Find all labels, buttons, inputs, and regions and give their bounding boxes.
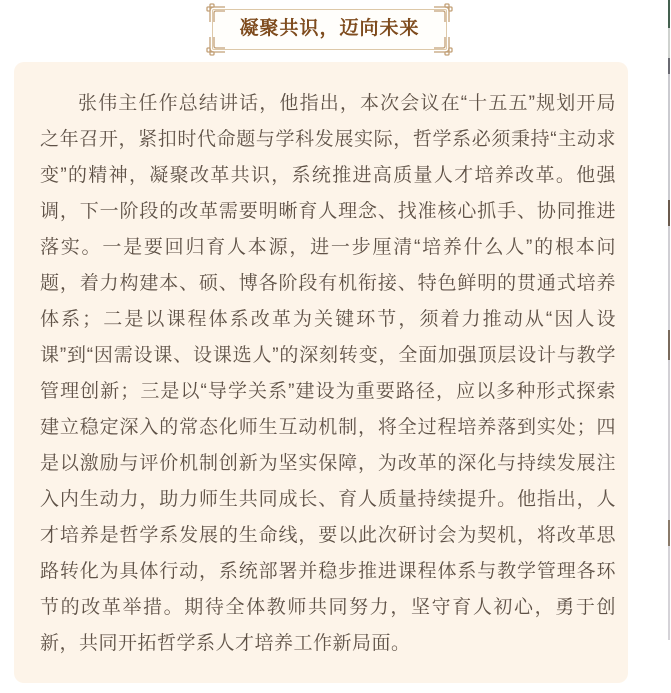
speech-paragraph: 张伟主任作总结讲话，他指出，本次会议在“十五五”规划开局之年召开，紧扣时代命题与学科发展实际，哲学系必须秉持“主动求变”的精神，凝聚改革共识，系统推进高质量人才培养改革。他强调，下一阶段的改革需要明晰育人理念、找准核心抓手、协同推进落实。一是要回归育人本源，进一步厘清“培养什么人”的根本问题，着力构建本、硕、博各阶段有机衔接、特色鲜明的贯通式培养体系；二是以课程体系改革为关键环节，须着力推动从“因人设课”到“因需设课、设课选人”的深刻转变，全面加强顶层设计与教学管理创新；三是以“导学关系”建设为重要路径，应以多种形式探索建立稳定深入的常态化师生互动机制，将全过程培养落到实处；四是以激励与评价机制创新为坚实保障，为改革的深化与持续发展注入内生动力，助力师生共同成长、育人质量持续提升。他指出，人才培养是哲学系发展的生命线，要以此次研讨会为契机，将改革思路转化为具体行动，系统部署并稳步推进课程体系与教学管理各环节的改革举措。期待全体教师共同努力，坚守育人初心，勇于创新，共同开拓哲学系人才培养工作新局面。 [40, 93, 616, 654]
title-banner [212, 9, 446, 50]
corner-ornament-icon [433, 36, 453, 56]
corner-ornament-icon [206, 3, 226, 23]
corner-ornament-icon [206, 36, 226, 56]
page-title: 凝聚共识，迈向未来 [239, 18, 420, 39]
corner-ornament-icon [433, 3, 453, 23]
content-card [14, 62, 628, 683]
screen-edge-artifact [668, 0, 670, 640]
banner-wrap [0, 9, 671, 50]
